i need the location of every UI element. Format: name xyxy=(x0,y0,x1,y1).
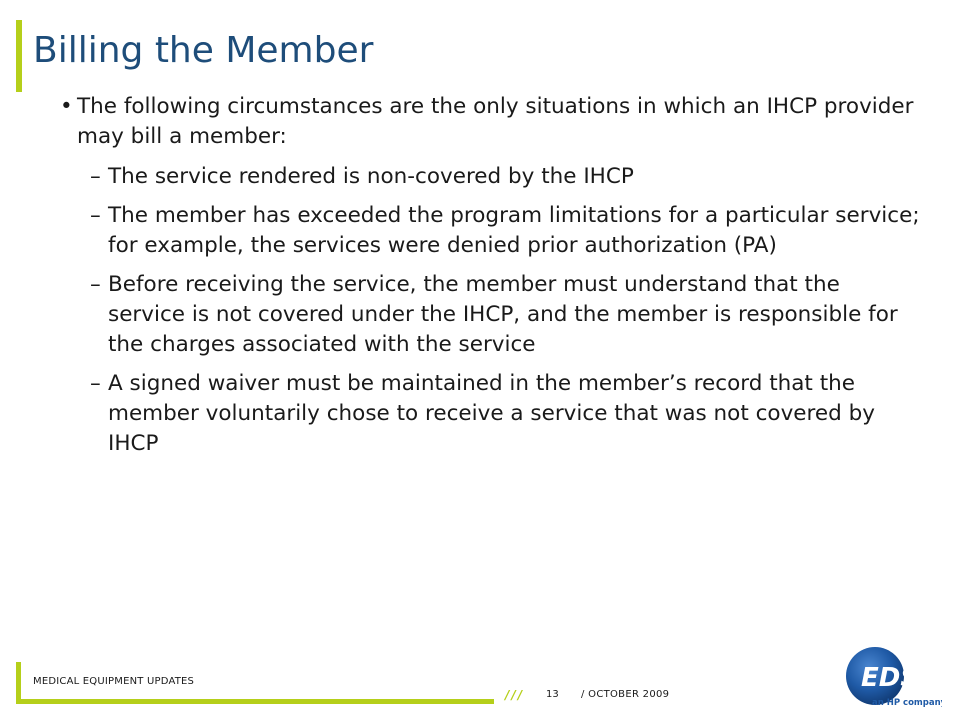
bullet-item xyxy=(60,92,920,152)
eds-logo-icon xyxy=(842,642,942,712)
footer-slashes: /// xyxy=(505,688,525,702)
footer-accent-bar-horizontal xyxy=(16,699,494,704)
sub-bullet-text: Before receiving the service, the member must understand that the service is not covered under the IHCP, and the member is responsible for the charges associated with the service xyxy=(108,272,898,357)
sub-bullet-item xyxy=(90,162,920,192)
sub-bullet-text: The service rendered is non-covered by the IHCP xyxy=(108,164,634,189)
bullet-dot-icon: • xyxy=(60,94,73,119)
dash-icon: – xyxy=(90,371,101,396)
sub-bullet-item xyxy=(90,270,920,360)
page-number: 13 xyxy=(546,689,559,700)
presentation-name: MEDICAL EQUIPMENT UPDATES xyxy=(33,676,195,687)
bullet-text: The following circumstances are the only situations in which an IHCP provider may bill a member: xyxy=(77,94,914,149)
dash-icon: – xyxy=(90,164,101,189)
svg-text:an HP company: an HP company xyxy=(872,698,942,708)
footer-date: / OCTOBER 2009 xyxy=(581,689,670,700)
sub-bullet-item xyxy=(90,369,920,459)
slide-title: Billing the Member xyxy=(33,30,374,71)
dash-icon: – xyxy=(90,272,101,297)
eds-logo xyxy=(842,642,942,712)
dash-icon: – xyxy=(90,203,101,228)
sub-bullet-list xyxy=(90,162,920,459)
title-accent-bar xyxy=(16,20,22,92)
sub-bullet-text: The member has exceeded the program limitations for a particular service; for example, the services were denied prior authorization (PA) xyxy=(108,203,920,258)
svg-text:EDS: EDS xyxy=(861,663,920,693)
footer-accent-bar-vertical xyxy=(16,662,21,704)
sub-bullet-text: A signed waiver must be maintained in the member’s record that the member voluntarily chose to receive a service that was not covered by IHCP xyxy=(108,371,875,456)
sub-bullet-item xyxy=(90,201,920,261)
slide-content xyxy=(60,92,920,468)
